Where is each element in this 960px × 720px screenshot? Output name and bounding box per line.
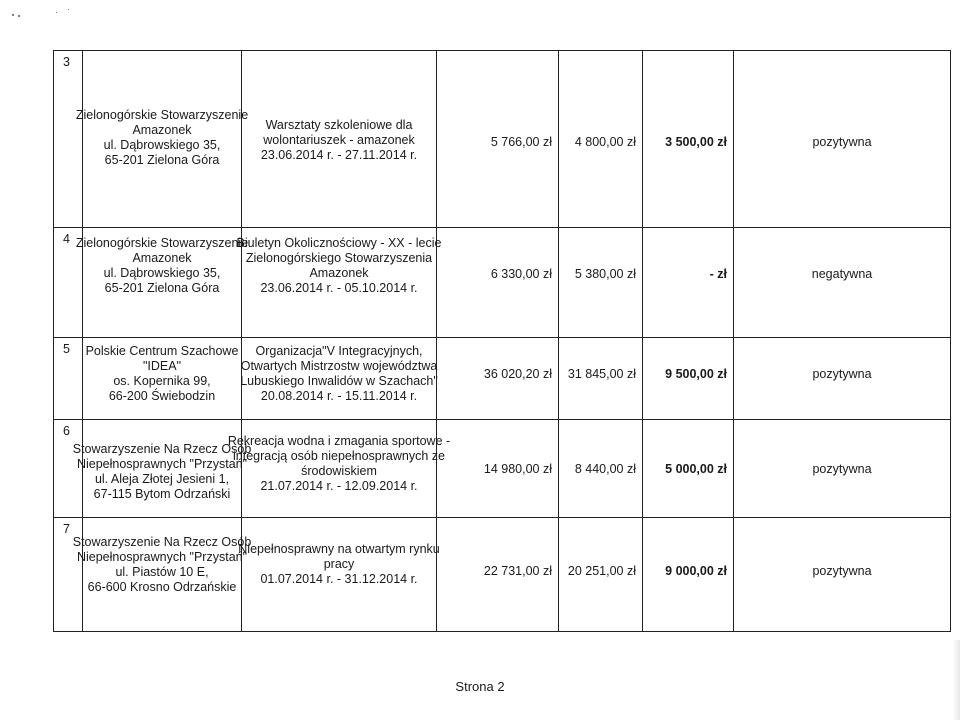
opinion-cell xyxy=(734,420,951,518)
row-number: 7 xyxy=(54,518,83,632)
requested-amount: 5 380,00 zł xyxy=(574,267,636,281)
proposed-cell xyxy=(643,518,734,632)
row-number: 3 xyxy=(54,51,83,228)
text-line: Warsztaty szkoleniowe dla xyxy=(265,118,413,132)
opinion-cell xyxy=(734,518,951,632)
text-line: Otwartych Mistrzostw województwa xyxy=(240,359,438,373)
text-line: wolontariuszek - amazonek xyxy=(263,133,415,147)
requested-cell xyxy=(559,228,643,338)
text-line: Biuletyn Okolicznościowy - XX - lecie xyxy=(236,236,442,250)
proposed-cell xyxy=(643,338,734,420)
row-number: 6 xyxy=(54,420,83,518)
text-line: 66-200 Świebodzin xyxy=(108,389,216,403)
proposed-amount: 5 000,00 zł xyxy=(665,462,727,476)
text-line: Zielonogórskie Stowarzyszenie xyxy=(75,108,249,122)
text-line: Niepełnosprawny na otwartym rynku xyxy=(238,542,440,556)
page-footer: Strona 2 xyxy=(455,679,505,694)
text-line: Zielonogórskie Stowarzyszenie xyxy=(75,236,249,250)
proposed-amount: 9 000,00 zł xyxy=(665,564,727,578)
row-number: 5 xyxy=(54,338,83,420)
table-row xyxy=(54,518,951,632)
requested-cell xyxy=(559,420,643,518)
organization-address xyxy=(83,344,241,404)
text-line: 23.06.2014 r. - 05.10.2014 r. xyxy=(260,281,418,295)
text-line: 65-201 Zielona Góra xyxy=(104,153,220,167)
text-line: Stowarzyszenie Na Rzecz Osób xyxy=(72,442,252,456)
task-cell xyxy=(238,518,440,632)
proposed-amount: 9 500,00 zł xyxy=(665,367,727,381)
task-description xyxy=(242,118,436,163)
table-row xyxy=(54,228,951,338)
text-line: os. Kopernika 99, xyxy=(113,374,211,388)
organization-cell xyxy=(75,51,249,228)
text-line: Amazonek xyxy=(132,123,192,137)
organization-cell xyxy=(72,518,252,632)
table-row xyxy=(54,338,951,420)
text-line: 20.08.2014 r. - 15.11.2014 r. xyxy=(260,389,418,403)
text-line: 01.07.2014 r. - 31.12.2014 r. xyxy=(260,572,418,586)
proposed-cell xyxy=(643,51,734,228)
total-cost-amount: 5 766,00 zł xyxy=(490,135,552,149)
text-line: Niepełnosprawnych "Przystań" xyxy=(76,457,248,471)
table-row xyxy=(54,420,951,518)
text-line: ul. Dąbrowskiego 35, xyxy=(103,266,221,280)
total-cost-amount: 14 980,00 zł xyxy=(483,462,552,476)
total-cost-cell xyxy=(437,51,559,228)
opinion-text: pozytywna xyxy=(812,367,872,381)
text-line: Rekreacja wodna i zmagania sportowe - xyxy=(227,434,451,448)
text-line: środowiskiem xyxy=(301,464,377,478)
total-cost-cell xyxy=(437,228,559,338)
opinion-text: pozytywna xyxy=(812,564,872,578)
total-cost-amount: 22 731,00 zł xyxy=(483,564,552,578)
organization-address xyxy=(72,535,252,595)
task-description xyxy=(242,344,436,404)
requested-amount: 31 845,00 zł xyxy=(567,367,636,381)
organization-cell xyxy=(83,338,242,420)
requested-amount: 4 800,00 zł xyxy=(574,135,636,149)
total-cost-cell xyxy=(437,338,559,420)
text-line: ul. Dąbrowskiego 35, xyxy=(103,138,221,152)
requested-amount: 8 440,00 zł xyxy=(574,462,636,476)
text-line: 67-115 Bytom Odrzański xyxy=(93,487,231,501)
text-line: 23.06.2014 r. - 27.11.2014 r. xyxy=(260,148,418,162)
proposed-cell xyxy=(643,228,734,338)
task-cell xyxy=(236,228,442,338)
text-line: Zielonogórskiego Stowarzyszenia xyxy=(245,251,433,265)
text-line: Polskie Centrum Szachowe xyxy=(85,344,239,358)
text-line: ul. Aleja Złotej Jesieni 1, xyxy=(94,472,230,486)
text-line: Stowarzyszenie Na Rzecz Osób xyxy=(72,535,252,549)
text-line: Niepełnosprawnych "Przystań" xyxy=(76,550,248,564)
total-cost-amount: 6 330,00 zł xyxy=(490,267,552,281)
opinion-cell xyxy=(734,228,951,338)
scan-edge xyxy=(952,640,960,720)
text-line: "IDEA" xyxy=(142,359,182,373)
task-cell xyxy=(242,51,437,228)
table-row xyxy=(54,51,951,228)
organization-cell xyxy=(72,420,252,518)
organization-address xyxy=(75,108,249,168)
task-description xyxy=(236,236,442,296)
total-cost-cell xyxy=(437,518,559,632)
organization-address xyxy=(75,236,249,296)
grants-table xyxy=(53,50,951,632)
scan-specks xyxy=(8,6,88,26)
total-cost-amount: 36 020,20 zł xyxy=(483,367,552,381)
opinion-text: negatywna xyxy=(811,267,873,281)
task-cell xyxy=(227,420,451,518)
row-number: 4 xyxy=(54,228,83,338)
text-line: pracy xyxy=(323,557,355,571)
text-line: 21.07.2014 r. - 12.09.2014 r. xyxy=(260,479,418,493)
text-line: 66-600 Krosno Odrzańskie xyxy=(87,580,237,594)
requested-amount: 20 251,00 zł xyxy=(567,564,636,578)
requested-cell xyxy=(559,51,643,228)
task-description xyxy=(238,542,440,587)
text-line: Amazonek xyxy=(309,266,369,280)
text-line: ul. Piastów 10 E, xyxy=(115,565,209,579)
text-line: Lubuskiego Inwalidów w Szachach" xyxy=(240,374,438,388)
opinion-text: pozytywna xyxy=(812,462,872,476)
organization-address xyxy=(72,442,252,502)
requested-cell xyxy=(559,338,643,420)
proposed-amount: - zł xyxy=(709,267,727,281)
text-line: Amazonek xyxy=(132,251,192,265)
task-description xyxy=(227,434,451,494)
total-cost-cell xyxy=(437,420,559,518)
proposed-cell xyxy=(643,420,734,518)
requested-cell xyxy=(559,518,643,632)
organization-cell xyxy=(75,228,249,338)
opinion-cell xyxy=(734,51,951,228)
proposed-amount: 3 500,00 zł xyxy=(665,135,727,149)
opinion-cell xyxy=(734,338,951,420)
text-line: Organizacja"V Integracyjnych, xyxy=(255,344,423,358)
text-line: integracją osób niepełnosprawnych ze xyxy=(233,449,445,463)
opinion-text: pozytywna xyxy=(812,135,872,149)
task-cell xyxy=(242,338,437,420)
text-line: 65-201 Zielona Góra xyxy=(104,281,220,295)
